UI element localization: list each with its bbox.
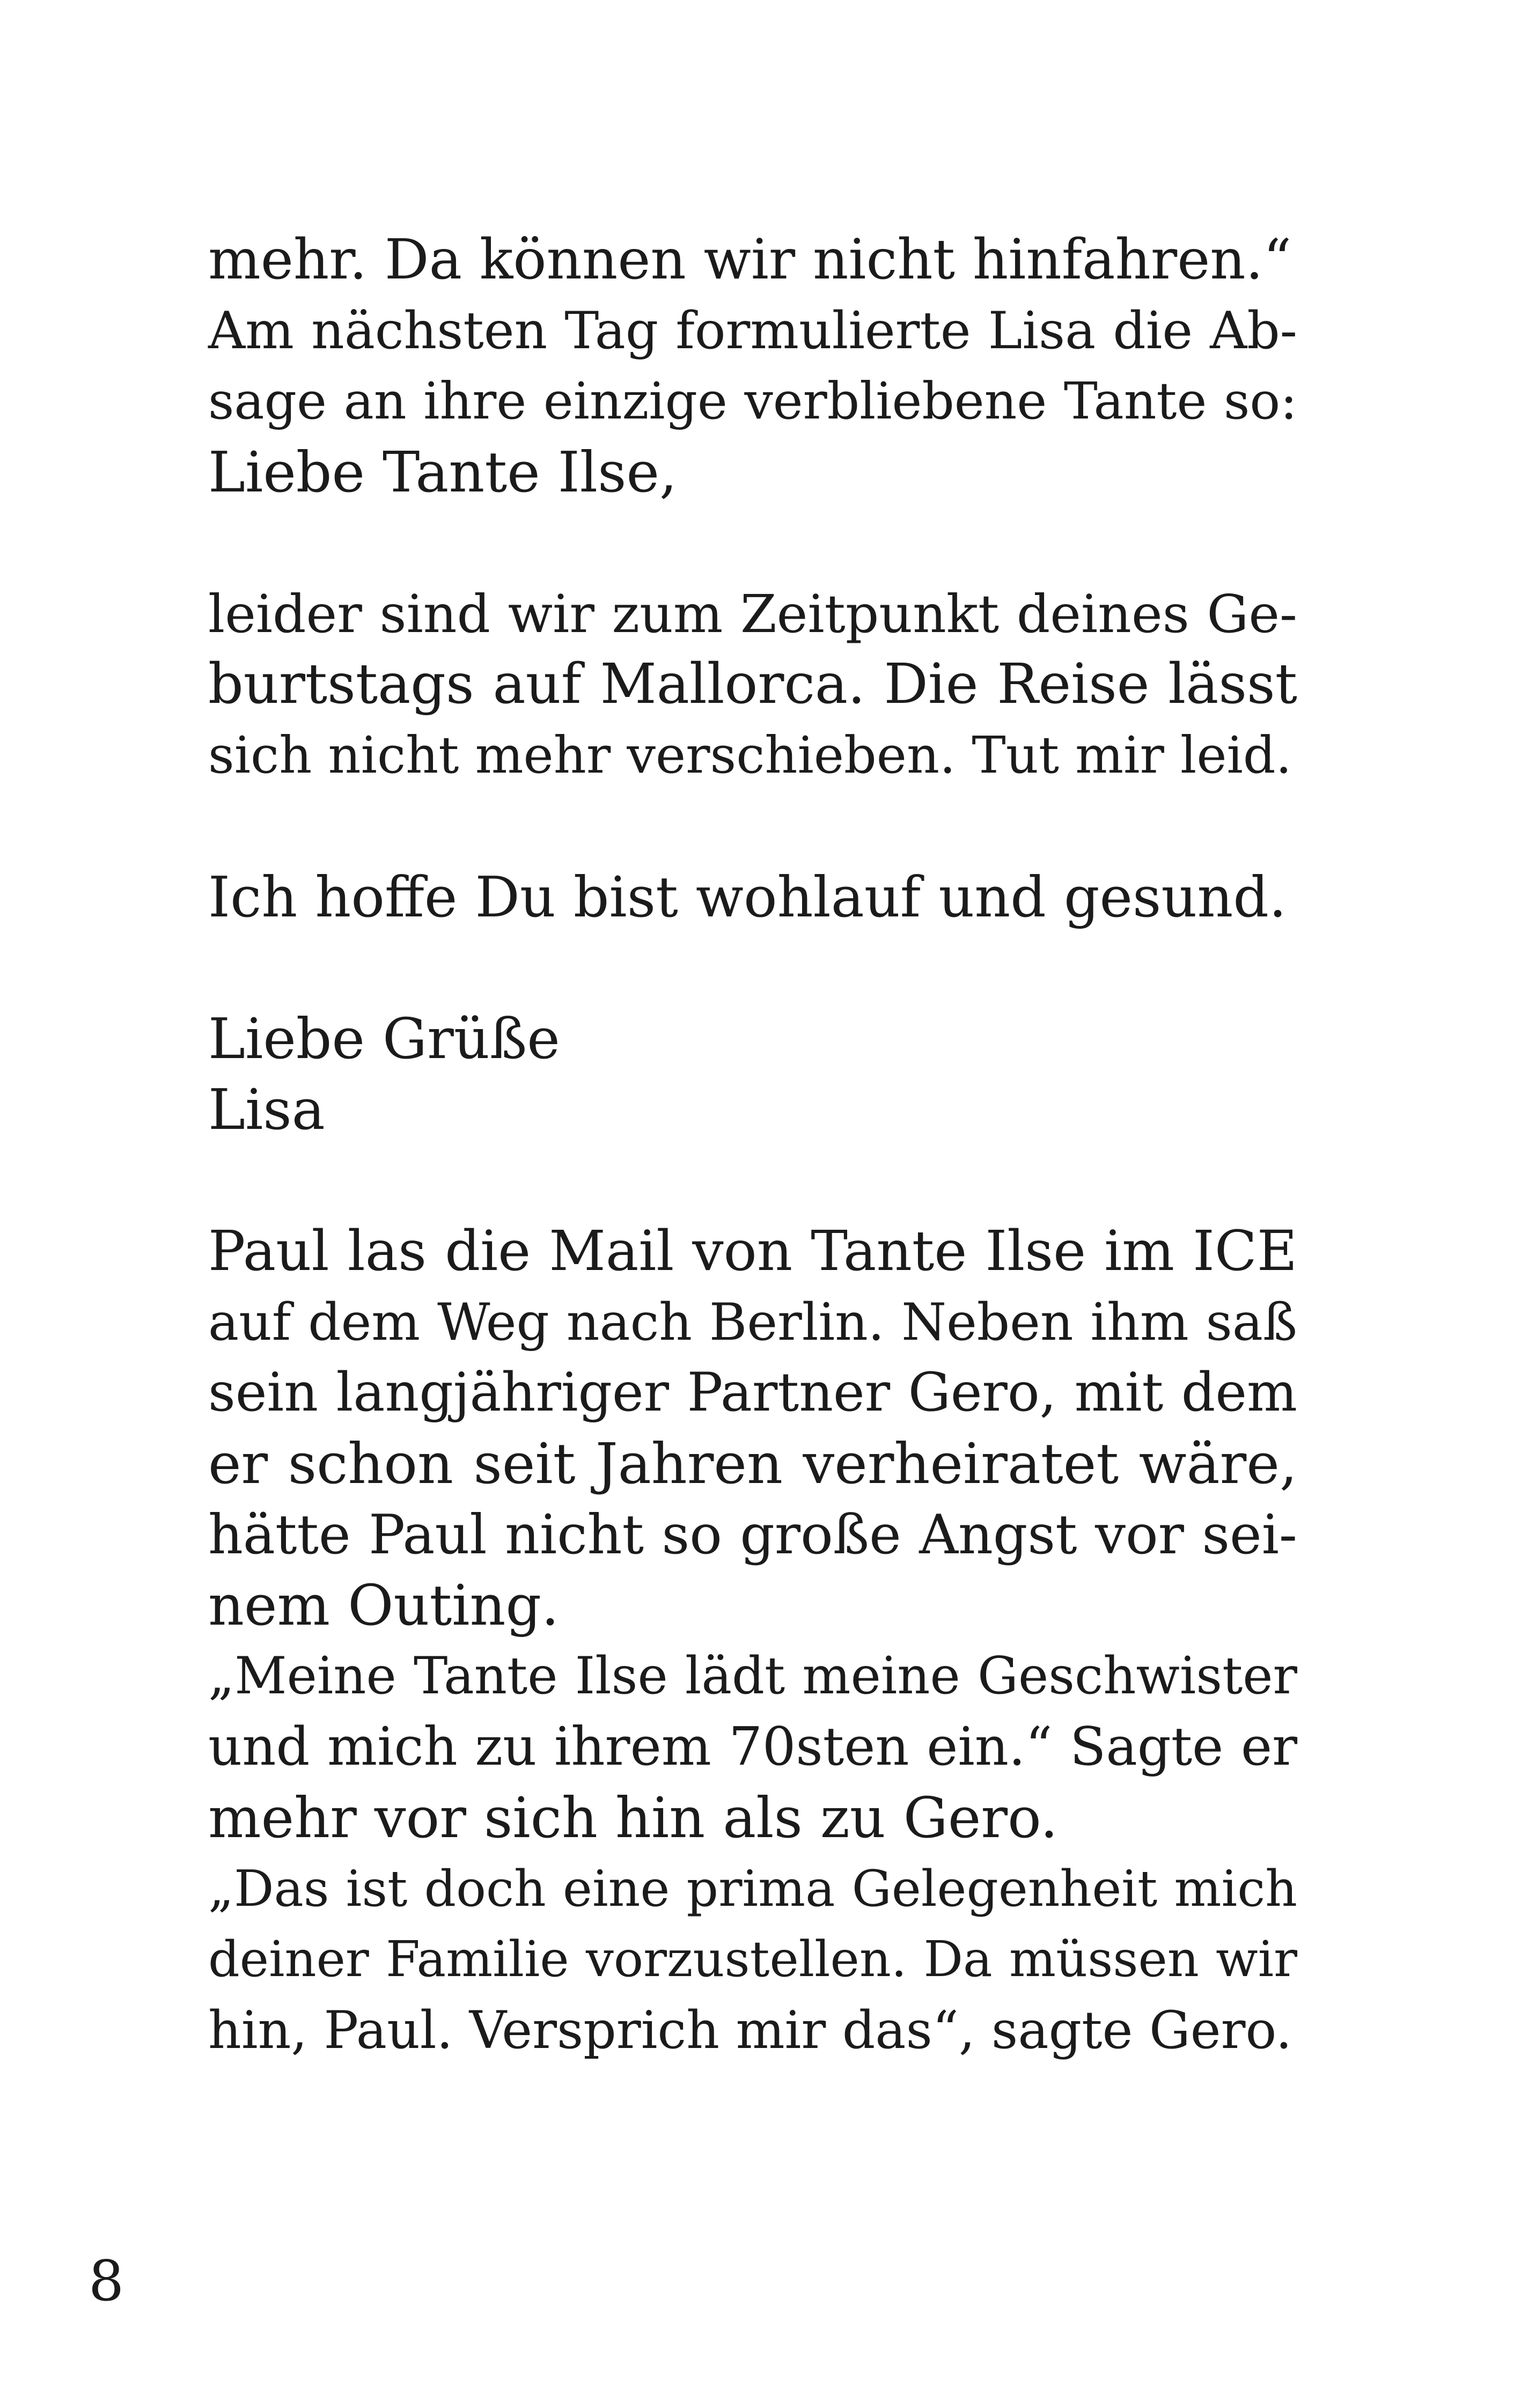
paragraph-gap [208,791,1297,862]
paragraph-gap [208,933,1297,1003]
text-line: und mich zu ihrem 70sten ein.“ Sagte er [208,1716,1297,1778]
letter-salutation: Liebe Tante Ilse, [208,439,678,505]
text-line: hätte Paul nicht so große Angst vor sei- [208,1503,1297,1566]
text-line: „Meine Tante Ilse lädt meine Geschwister [208,1647,1297,1706]
text-line: sage an ihre einzige verbliebene Tante so: [208,372,1297,431]
text-line: Ich hoffe Du bist wohlauf und gesund. [208,864,1287,930]
text-line: Am nächsten Tag formulierte Lisa die Ab- [208,300,1297,361]
text-line: nem Outing. [208,1573,560,1638]
text-line: hin, Paul. Versprich mir das“, sagte Gero. [208,2000,1292,2060]
paragraph-gap [208,1145,1297,1216]
text-line: Paul las die Mail von Tante Ilse im ICE [208,1219,1297,1283]
body-text [208,224,1297,2066]
text-line: „Das ist doch eine prima Gelegenheit mich [208,1860,1297,1918]
text-line: sein langjähriger Partner Gero, mit dem [208,1362,1297,1423]
text-line: mehr vor sich hin als zu Gero. [208,1785,1058,1851]
text-line: er schon seit Jahren verheiratet wäre, [208,1431,1297,1496]
letter-signature: Lisa [208,1077,325,1142]
letter-closing: Liebe Grüße [208,1006,560,1071]
page-number: 8 [89,2248,124,2314]
text-line: leider sind wir zum Zeitpunkt deines Ge- [208,583,1297,644]
paragraph-gap [208,508,1297,578]
text-line: mehr. Da können wir nicht hinfahren.“ [208,227,1292,292]
text-line: deiner Familie vorzustellen. Da müssen wir [208,1930,1297,1988]
text-line: auf dem Weg nach Berlin. Neben ihm saß [208,1292,1297,1352]
text-line: sich nicht mehr verschieben. Tut mir leid. [208,726,1292,785]
text-line: burtstags auf Mallorca. Die Reise lässt [208,652,1297,716]
